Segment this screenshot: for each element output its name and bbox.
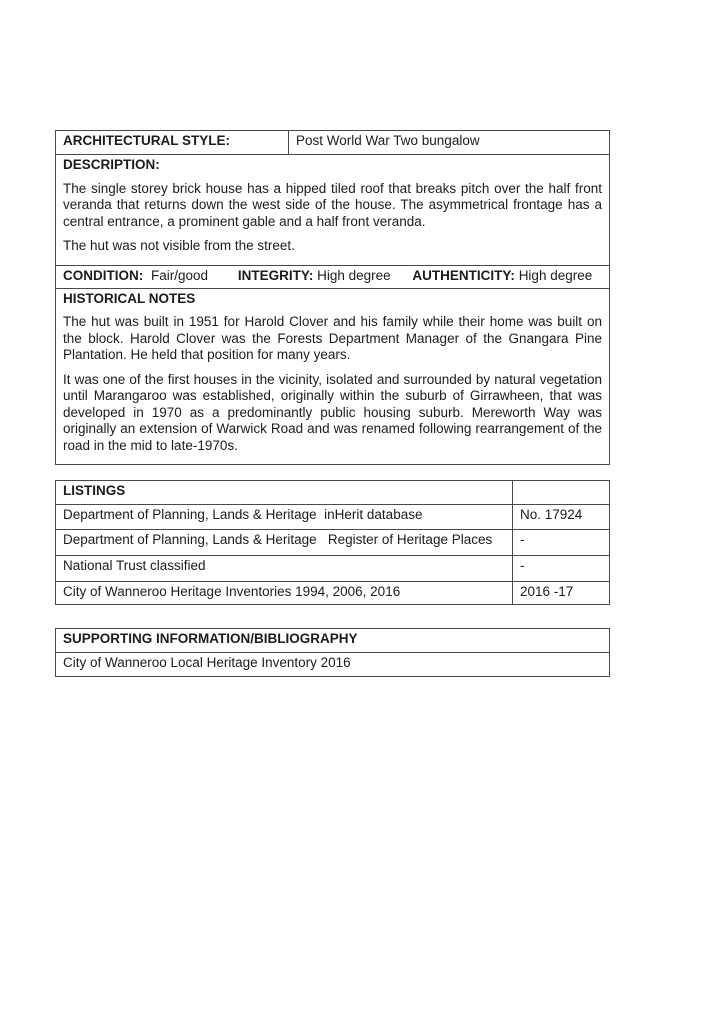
listings-title: LISTINGS	[56, 481, 513, 505]
listing-row	[56, 556, 610, 582]
heritage-details-table	[55, 130, 610, 465]
listing-row	[56, 582, 610, 605]
description-cell	[56, 155, 610, 266]
condition-value: Fair/good	[151, 267, 209, 283]
listings-header-value-cell	[513, 481, 610, 505]
description-paragraph: The single storey brick house has a hipped tiled roof that breaks pitch over the half front veranda that returns down the west side of the house. The asymmetrical frontage has a central entrance, a prominent gable and a half front veranda.	[63, 180, 602, 229]
listing-value: 2016 -17	[513, 582, 610, 605]
authenticity-value: High degree	[518, 267, 593, 283]
listing-row	[56, 530, 610, 556]
historical-notes-cell	[56, 288, 610, 465]
supporting-information-table	[55, 628, 610, 677]
architectural-style-label: ARCHITECTURAL STYLE:	[56, 131, 289, 155]
listing-name: Department of Planning, Lands & Heritage Register of Heritage Places	[56, 530, 513, 556]
listing-name: Department of Planning, Lands & Heritage inHerit database	[56, 505, 513, 530]
condition-label: CONDITION:	[63, 267, 144, 283]
description-paragraph: The hut was not visible from the street.	[63, 238, 295, 253]
listing-value: -	[513, 556, 610, 582]
listing-value: No. 17924	[513, 505, 610, 530]
historical-notes-row	[56, 288, 610, 465]
supporting-row	[56, 653, 610, 677]
historical-notes-paragraph: The hut was built in 1951 for Harold Clover and his family while their home was built on the block. Harold Clover was the Forests Department Manager of the Gnangara Pine Plantation. He held that position for many years.	[63, 314, 602, 362]
description-label: DESCRIPTION:	[63, 157, 160, 172]
supporting-item: City of Wanneroo Local Heritage Inventory 2016	[56, 653, 610, 677]
listing-value: -	[513, 530, 610, 556]
supporting-header-row	[56, 629, 610, 653]
architectural-style-value: Post World War Two bungalow	[289, 131, 610, 155]
condition-row	[56, 265, 610, 288]
listings-table	[55, 480, 610, 605]
authenticity-label: AUTHENTICITY:	[412, 267, 515, 283]
listing-row	[56, 505, 610, 530]
integrity-label: INTEGRITY:	[237, 267, 314, 283]
architectural-style-row	[56, 131, 610, 155]
integrity-value: High degree	[317, 267, 391, 283]
listing-name: City of Wanneroo Heritage Inventories 1994, 2006, 2016	[56, 582, 513, 605]
supporting-title: SUPPORTING INFORMATION/BIBLIOGRAPHY	[56, 629, 610, 653]
listing-name: National Trust classified	[56, 556, 513, 582]
historical-notes-label: HISTORICAL NOTES	[63, 290, 196, 306]
description-row	[56, 155, 610, 266]
listings-header-row	[56, 481, 610, 505]
condition-cell	[56, 265, 610, 288]
historical-notes-paragraph: It was one of the first houses in the vicinity, isolated and surrounded by natural vegetation until Marangaroo was established, originally within the suburb of Girrawheen, that was developed in 1970 as a predominantly public housing suburb. Mereworth Way was originally an extension of Warwick Road and was renamed following rearrangement of the road in the mid to late-1970s.	[63, 371, 602, 453]
